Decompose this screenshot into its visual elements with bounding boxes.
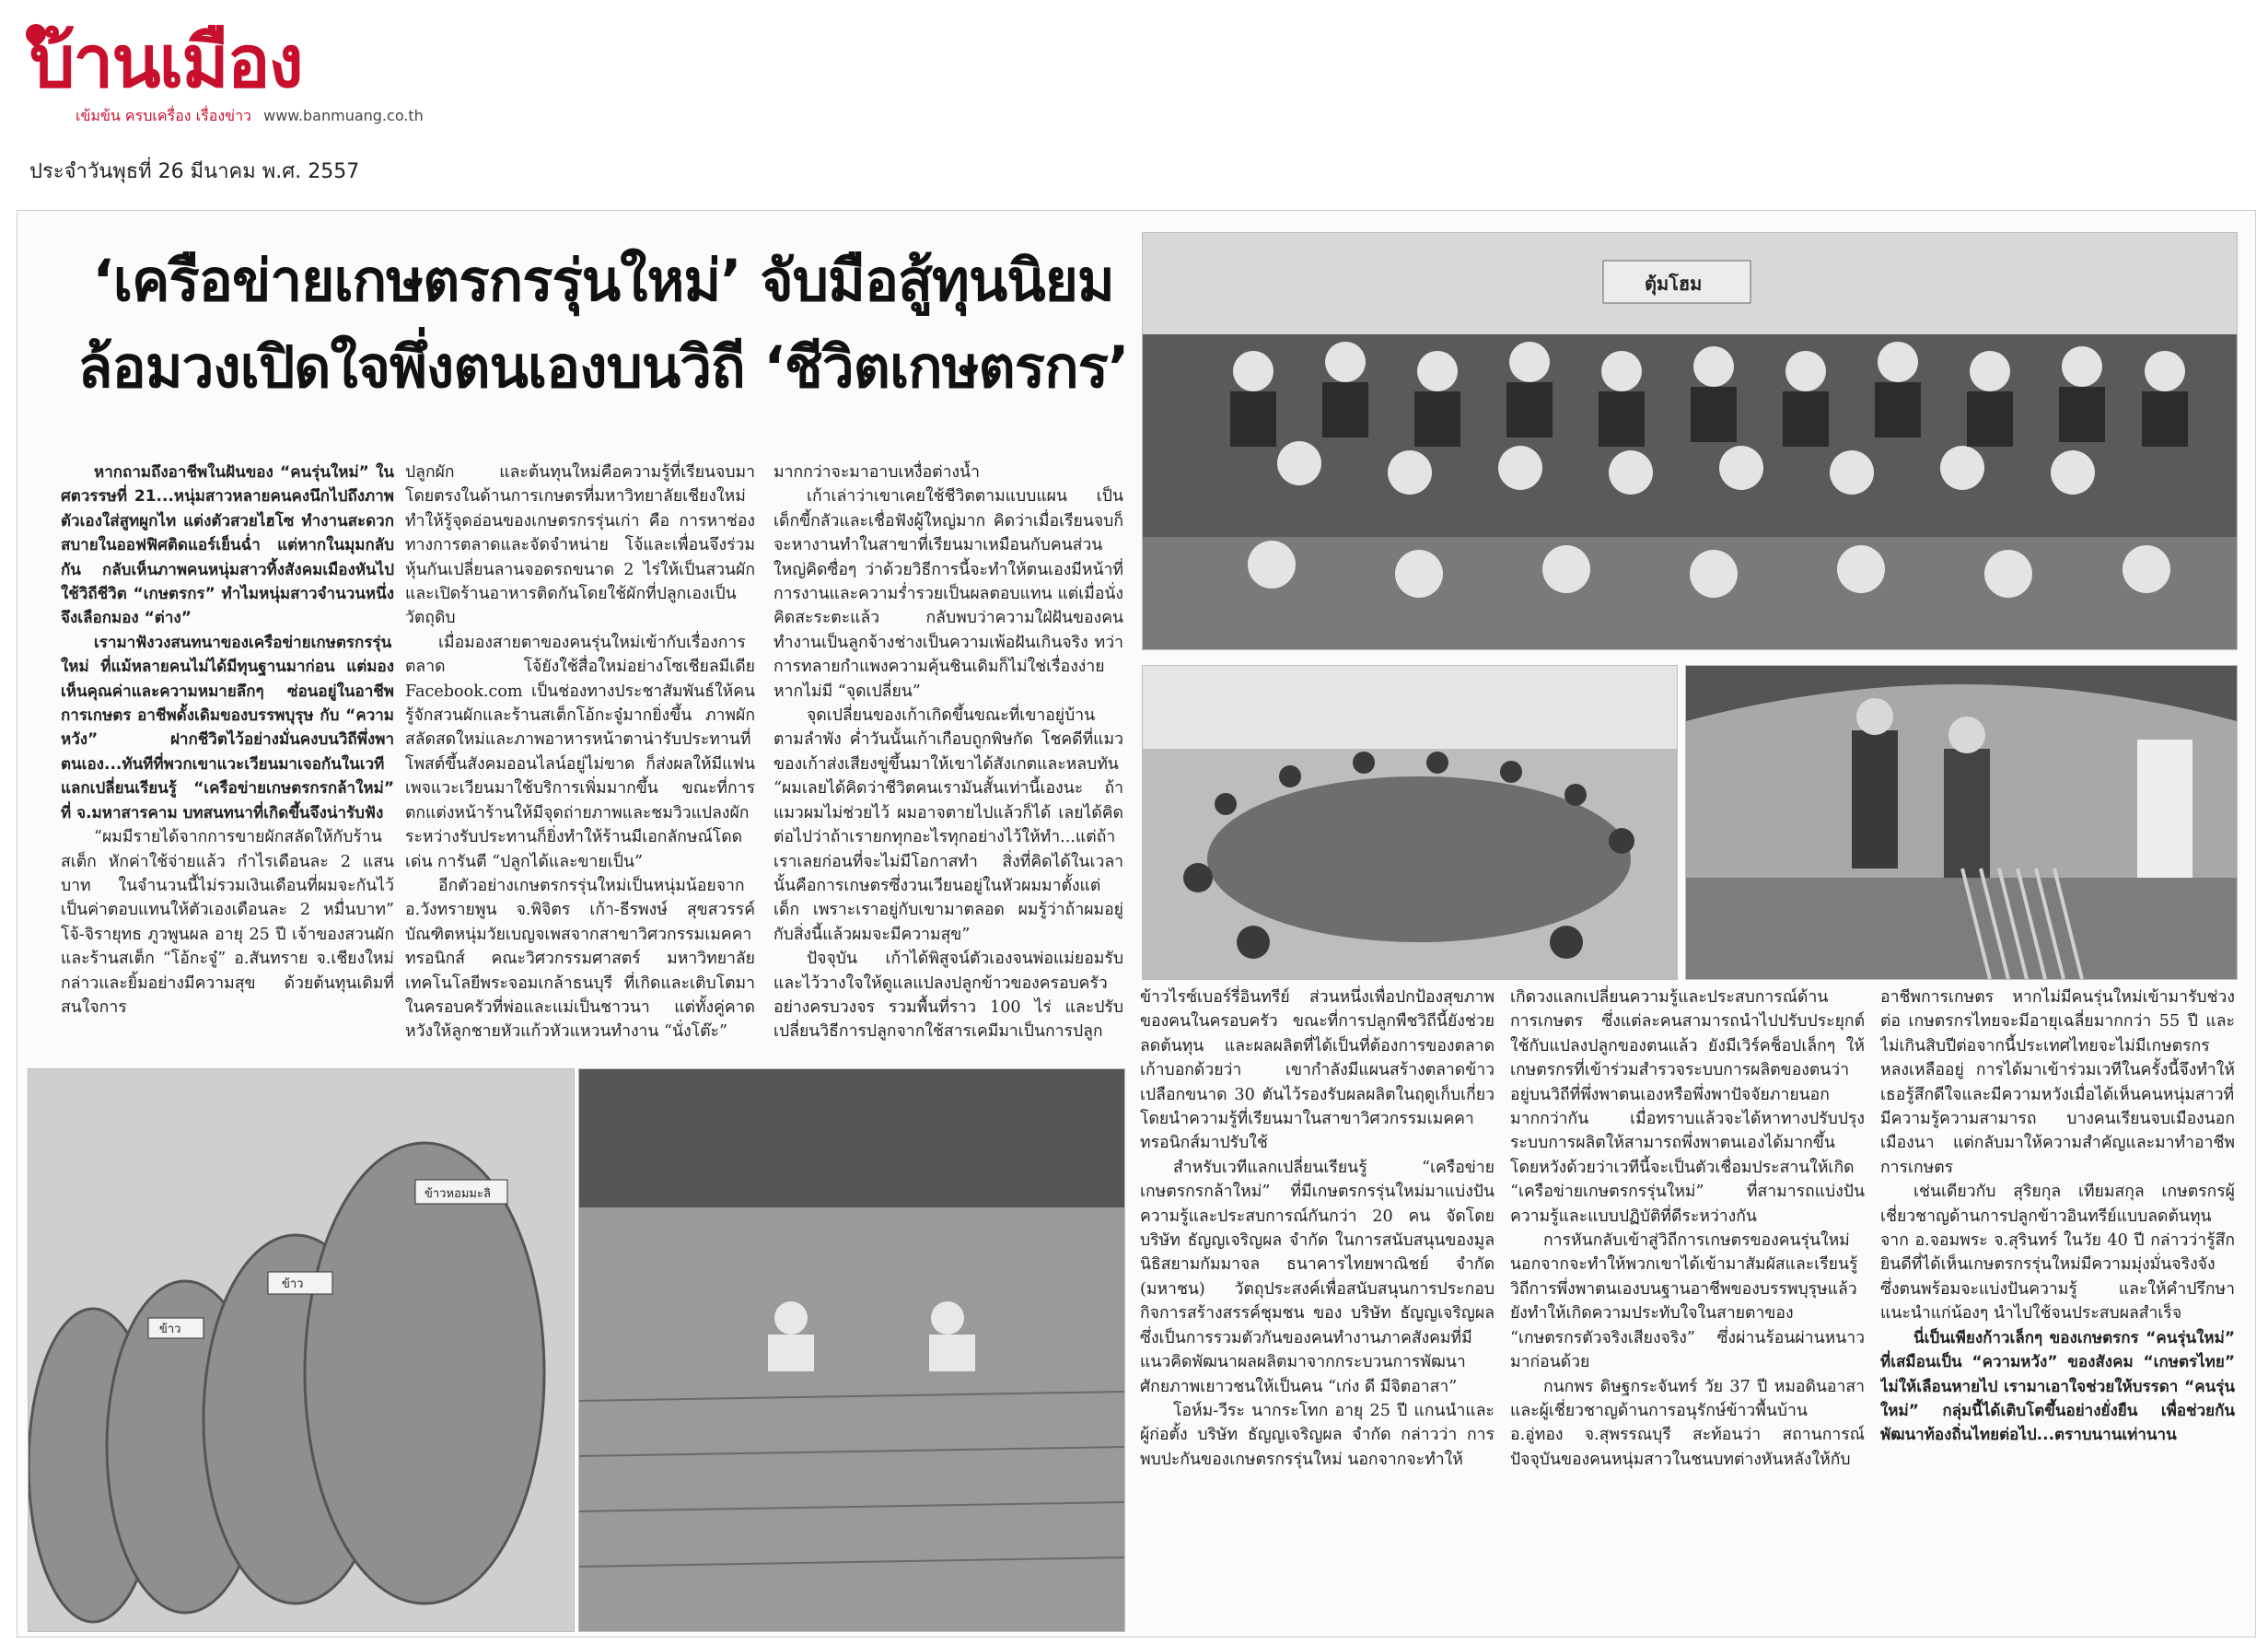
article-paragraph: เกิดวงแลกเปลี่ยนความรู้และประสบการณ์ด้านการเกษตร ซึ่งแต่ละคนสามารถนำไปปรับประยุกต์ใช้กับแปลงปลูกของตนแล้ว ยังมีเวิร์คช็อปเล็กๆ ให้เกษตรกรที่เข้าร่วมสำรวจระบบการผลิตของตนว่าอยู่บนวิถีที่พึ่งพาตนเองหรือพึ่งพาปัจจัยภายนอกมากกว่ากัน เมื่อทราบแล้วจะได้หาทางปรับปรุงระบบการผลิตให้สามารถพึ่งพาตนเองได้มากขึ้น โดยหวังด้วยว่าเวทีนี้จะเป็นตัวเชื่อมประสานให้เกิด “เครือข่ายเกษตรกรรุ่นใหม่” ที่สามารถแบ่งปันความรู้และแบบปฏิบัติที่ดีระหว่างกัน xyxy=(1510,988,1865,1226)
article-column-5 xyxy=(1510,985,1865,1621)
article-paragraph: อีกตัวอย่างเกษตรกรรุ่นใหม่เป็นหนุ่มน้อยจาก อ.วังทรายพูน จ.พิจิตร เก้า-ธีรพงษ์ สุขสวรรค์ บัณฑิตหนุ่มวัยเบญจเพสจากสาขาวิศวกรรมเมคคาทรอนิกส์ คณะวิศวกรรมศาสตร์ มหาวิทยาลัยเทคโนโลยีพระจอมเกล้าธนบุรี ที่เกิดและเติบโตมาในครอบครัวที่พ่อและแม่เป็นชาวนา แต่ทั้งคู่คาดหวังให้ลูกชายหัวแก้วหัวแหวนทำงาน “นั่งโต๊ะ” xyxy=(405,876,755,1042)
article-column-4 xyxy=(1140,985,1495,1621)
article-headline xyxy=(74,238,1133,411)
basket-label: ข้าว xyxy=(159,1323,181,1336)
newspaper-url: www.banmuang.co.th xyxy=(263,107,424,124)
article-column-6 xyxy=(1880,985,2235,1621)
photo-sign-text: ตุ้มโฮม xyxy=(1645,273,1703,295)
article-paragraph: สำหรับเวทีแลกเปลี่ยนเรียนรู้ “เครือข่ายเกษตรกรกล้าใหม่” ที่มีเกษตรกรรุ่นใหม่มาแบ่งปันความรู้และประสบการณ์กันกว่า 20 คน จัดโดย บริษัท ธัญญเจริญผล จำกัด ในการสนับสนุนของมูลนิธิสยามกัมมาจล ธนาคารไทยพาณิชย์ จำกัด (มหาชน) วัตถุประสงค์เพื่อสนับสนุนการประกอบกิจการสร้างสรรค์ชุมชน ของ บริษัท ธัญญเจริญผล ซึ่งเป็นการรวมตัวกันของคนทำงานภาคสังคมที่มีแนวคิดพัฒนาผลผลิตมาจากกระบวนการพัฒนาศักยภาพเยาวชนให้เป็นคน “เก่ง ดี มีจิตอาสา” xyxy=(1140,1158,1495,1396)
basket-label: ข้าว xyxy=(282,1277,304,1291)
article-paragraph: ปัจจุบัน เก้าได้พิสูจน์ตัวเองจนพ่อแม่ยอมรับ และไว้วางใจให้ดูแลแปลงปลูกข้าวของครอบครัวอย่างครบวงจร รวมพื้นที่ราว 100 ไร่ และปรับเปลี่ยนวิธีการปลูกจากใช้สารเคมีมาเป็นการปลูก xyxy=(773,950,1123,1042)
article-paragraph: เก้าเล่าว่าเขาเคยใช้ชีวิตตามแบบแผน เป็นเด็กขี้กลัวและเชื่อฟังผู้ใหญ่มาก คิดว่าเมื่อเรียนจบก็จะหางานทำในสาขาที่เรียนมาเหมือนกับคนส่วนใหญ่คิดซื่อๆ ว่าด้วยวิธีการนี้จะทำให้ตนเองมีหน้าที่การงานและความร่ำรวยเป็นผลตอบแทน แต่เมื่อนั่งคิดสะระตะแล้ว กลับพบว่าความใฝ่ฝันของคนทำงานเป็นลูกจ้างช่างเป็นความเพ้อฝันเกินจริง ทว่าการทลายกำแพงความคุ้นชินเดิมก็ไม่ใช่เรื่องง่ายหากไม่มี “จุดเปลี่ยน” xyxy=(773,487,1123,701)
article-paragraph: โอห์ม-วีระ นากระโทก อายุ 25 ปี แกนนำและผู้ก่อตั้ง บริษัท ธัญญเจริญผล จำกัด กล่าวว่า การพบปะกันของเกษตรกรรุ่นใหม่ นอกจากจะทำให้ xyxy=(1140,1401,1495,1469)
article-paragraph: อาชีพการเกษตร หากไม่มีคนรุ่นใหม่เข้ามารับช่วงต่อ เกษตรกรไทยจะมีอายุเฉลี่ยมากกว่า 55 ปี และไม่เกินสิบปีต่อจากนี้ประเทศไทยจะไม่มีเกษตรกรหลงเหลืออยู่ การได้มาเข้าร่วมเวทีในครั้งนี้จึงทำให้เธอรู้สึกดีใจและมีความหวังเมื่อได้เห็นคนหนุ่มสาวที่มีความรู้ความสามารถ บางคนเรียนจบเมืองนอกเมืองนา แต่กลับมาให้ความสำคัญและมาทำอาชีพการเกษตร xyxy=(1880,988,2235,1177)
rice-field-photo xyxy=(578,1068,1125,1632)
market-stall-photo xyxy=(1685,665,2238,980)
group-photo xyxy=(1142,232,2238,650)
article-paragraph: เมื่อมองสายตาของคนรุ่นใหม่เข้ากับเรื่องการตลาด โจ้ยังใช้สื่อใหม่อย่างโซเชียลมีเดีย Facebook.com เป็นช่องทางประชาสัมพันธ์ให้คนรู้จักสวนผักและร้านสเต็กโอ้กะจู๋มากยิ่งขึ้น ภาพผักสลัดสดใหม่และภาพอาหารหน้าตาน่ารับประทานที่โพสต์ขึ้นสังคมออนไลน์อยู่ไม่ขาด ก็ส่งผลให้มีแฟนเพจแวะเวียนมาใช้บริการเพิ่มมากขึ้น ขณะที่การตกแต่งหน้าร้านให้มีจุดถ่ายภาพและชมวิวแปลงผักระหว่างรับประทานก็ยิ่งทำให้ร้านมีเอกลักษณ์โดดเด่น การันตี “ปลูกได้และขายเป็น” xyxy=(405,633,755,871)
article-paragraph: หากถามถึงอาชีพในฝันของ “คนรุ่นใหม่” ในศตวรรษที่ 21...หนุ่มสาวหลายคนคงนึกไปถึงภาพตัวเองใส่สูทผูกไท แต่งตัวสวยไฮโซ ทำงานสะดวกสบายในออฟฟิศติดแอร์เย็นฉ่ำ แต่หากในมุมกลับกัน กลับเห็นภาพคนหนุ่มสาวทิ้งสังคมเมืองหันไปใช้วิถีชีวิต “เกษตรกร” ทำไมหนุ่มสาวจำนวนหนึ่งจึงเลือกมอง “ต่าง” xyxy=(61,463,394,628)
article-paragraph: ปลูกผัก และต้นทุนใหม่คือความรู้ที่เรียนจบมาโดยตรงในด้านการเกษตรที่มหาวิทยาลัยเชียงใหม่ ทำให้รู้จุดอ่อนของเกษตรกรรุ่นเก่า คือ การหาช่องทางการตลาดและจัดจำหน่าย โจ้และเพื่อนจึงร่วมหุ้นกันเปลี่ยนลานจอดรถขนาด 2 ไร่ให้เป็นสวนผัก และเปิดร้านอาหารติดกันโดยใช้ผักที่ปลูกเองเป็นวัตถุดิบ xyxy=(405,463,755,628)
article-paragraph: “ผมมีรายได้จากการขายผักสลัดให้กับร้านสเต็ก หักค่าใช้จ่ายแล้ว กำไรเดือนละ 2 แสนบาท ในจำนวนนี้ไม่รวมเงินเดือนที่ผมจะกันไว้เป็นค่าตอบแทนให้ตัวเองเดือนละ 2 หมื่นบาท” โจ้-จิรายุทธ ภูวพูนผล อายุ 25 ปี เจ้าของสวนผักและร้านสเต็ก “โอ้กะจู๋” อ.สันทราย จ.เชียงใหม่ กล่าวและยิ้มอย่างมีความสุข ด้วยต้นทุนเดิมที่สนใจการ xyxy=(61,828,394,1017)
article-paragraph: ข้าวไรซ์เบอร์รี่อินทรีย์ ส่วนหนึ่งเพื่อปกป้องสุขภาพของคนในครอบครัว ขณะที่การปลูกพืชวิถีนี้ยังช่วยลดต้นทุน และผลผลิตที่ได้เป็นที่ต้องการของตลาด เก้าบอกด้วยว่า เขากำลังมีแผนสร้างตลาดข้าวเปลือกขนาด 30 ตันไว้รองรับผลผลิตในฤดูเก็บเกี่ยว โดยนำความรู้ที่เรียนมาในสาขาวิศวกรรมเมคคาทรอนิกส์มาปรับใช้ xyxy=(1140,988,1495,1153)
article-paragraph: การหันกลับเข้าสู่วิถีการเกษตรของคนรุ่นใหม่ นอกจากจะทำให้พวกเขาได้เข้ามาสัมผัสและเรียนรู้วิถีการพึ่งพาตนเองบนฐานอาชีพของบรรพบุรุษแล้ว ยังทำให้เกิดความประทับใจในสายตาของ “เกษตรกรตัวจริงเสียงจริง” ซึ่งผ่านร้อนผ่านหนาวมาก่อนด้วย xyxy=(1510,1231,1865,1372)
article-paragraph: เช่นเดียวกับ สุริยกุล เทียมสกุล เกษตรกรผู้เชี่ยวชาญด้านการปลูกข้าวอินทรีย์แบบลดต้นทุน จาก อ.จอมพระ จ.สุรินทร์ ในวัย 40 ปี กล่าวว่ารู้สึกยินดีที่ได้เห็นเกษตรกรรุ่นใหม่มีความมุ่งมั่นจริงจัง ซึ่งตนพร้อมจะแบ่งปันความรู้ และให้คำปรึกษาแนะนำแก่น้องๆ นำไปใช้จนประสบผลสำเร็จ xyxy=(1880,1183,2235,1323)
meeting-circle-photo xyxy=(1142,665,1678,980)
headline-line-1: ‘เครือข่ายเกษตรกรรุ่นใหม่’ จับมือสู้ทุนนิยม xyxy=(92,247,1114,314)
article-paragraph: เรามาฟังวงสนทนาของเครือข่ายเกษตรกรรุ่นใหม่ ที่แม้หลายคนไม่ได้มีทุนฐานมาก่อน แต่มองเห็นคุณค่าและความหมายลึกๆ ซ่อนอยู่ในอาชีพการเกษตร อาชีพดั้งเดิมของบรรพบุรุษ กับ “ความหวัง” ฝากชีวิตไว้อย่างมั่นคงบนวิถีพึ่งพาตนเอง...ทันทีที่พวกเขาแวะเวียนมาเจอกันในเวทีแลกเปลี่ยนเรียนรู้ “เครือข่ายเกษตรกรกล้าใหม่” ที่ จ.มหาสารคาม บทสนทนาที่เกิดขึ้นจึงน่ารับฟัง xyxy=(61,633,394,822)
headline-line-2: ล้อมวงเปิดใจพึ่งตนเองบนวิถี ‘ชีวิตเกษตรกร’ xyxy=(77,333,1129,401)
article-paragraph: กนกพร ดิษฐกระจันทร์ วัย 37 ปี หมอดินอาสา และผู้เชี่ยวชาญด้านการอนุรักษ์ข้าวพื้นบ้าน อ.อู่ทอง จ.สุพรรณบุรี สะท้อนว่า สถานการณ์ปัจจุบันของคนหนุ่มสาวในชนบทต่างหันหลังให้กับ xyxy=(1510,1377,1865,1469)
newspaper-logo: บ้านเมือง xyxy=(29,21,302,104)
newspaper-tagline xyxy=(76,105,424,128)
article-paragraph: นี่เป็นเพียงก้าวเล็กๆ ของเกษตรกร “คนรุ่นใหม่” ที่เสมือนเป็น “ความหวัง” ของสังคม “เกษตรไทย” ไม่ให้เลือนหายไป เรามาเอาใจช่วยให้บรรดา “คนรุ่นใหม่” กลุ่มนี้ได้เติบโตขึ้นอย่างยั่งยืน เพื่อช่วยกันพัฒนาท้องถิ่นไทยต่อไป...ตราบนานเท่านาน xyxy=(1880,1328,2235,1445)
rice-baskets-photo xyxy=(28,1068,575,1632)
basket-label: ข้าวหอมมะลิ xyxy=(425,1187,491,1201)
article-paragraph: มากกว่าจะมาอาบเหงื่อต่างน้ำ xyxy=(773,463,980,482)
tagline-text: เข้มข้น ครบเครื่อง เรื่องข่าว xyxy=(76,107,252,124)
article-paragraph: จุดเปลี่ยนของเก้าเกิดขึ้นขณะที่เขาอยู่บ้านตามลำพัง ค่ำวันนั้นเก้าเกือบถูกพิษกัด โชคดีที่แมวของเก้าส่งเสียงขู่ขึ้นมาให้เขาได้สังเกตและหลบทัน “ผมเลยได้คิดว่าชีวิตคนเรามันสั้นเท่านี้เองนะ ถ้าแมวผมไม่ช่วยไว้ ผมอาจตายไปแล้วก็ได้ เลยได้คิดต่อไปว่าถ้าเรายกทุกอะไรทุกอย่างไว้ให้ทำ...แต่ถ้าเราเลยก่อนที่จะไม่มีโอกาสทำ สิ่งที่คิดได้ในเวลานั้นคือการเกษตรซึ่งวนเวียนอยู่ในหัวผมมาตั้งแต่เด็ก เพราะเราอยู่กับเขามาตลอด ผมรู้ว่าถ้าผมอยู่กับสิ่งนี้แล้วผมจะมีความสุข” xyxy=(773,706,1123,944)
newspaper-masthead xyxy=(29,17,435,127)
publication-date: ประจำวันพุธที่ 26 มีนาคม พ.ศ. 2557 xyxy=(29,160,360,183)
